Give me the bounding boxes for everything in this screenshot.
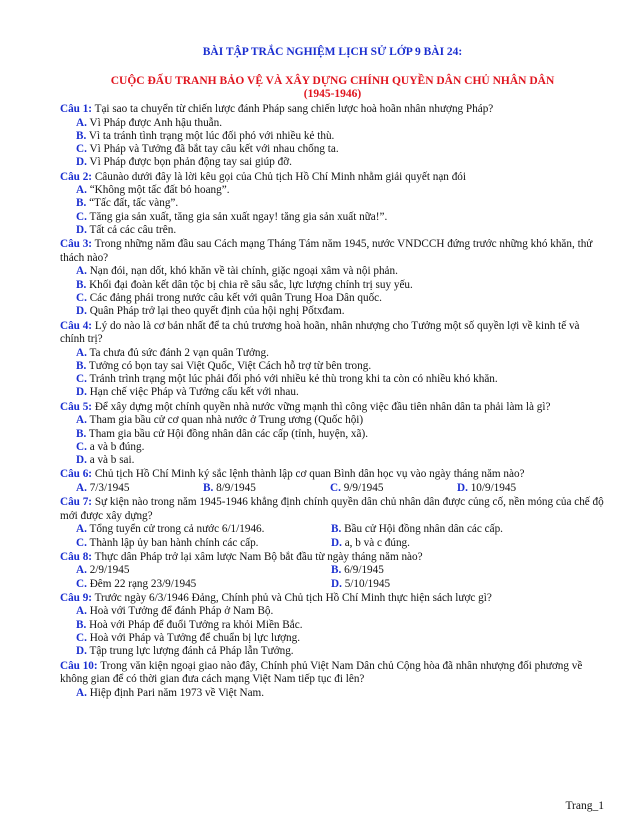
- option-letter: D.: [76, 386, 87, 399]
- question-item: [60, 468, 605, 495]
- option-letter: C.: [76, 536, 87, 549]
- option-text: a, b và c đúng.: [341, 536, 410, 549]
- question-text: Câunào dưới đây là lời kêu gọi của Chủ tịch Hồ Chí Minh nhằm giải quyết nạn đói: [92, 170, 466, 183]
- answer-option: [76, 537, 331, 550]
- answer-option: [60, 265, 605, 278]
- question-item: [60, 238, 605, 318]
- answer-option: [60, 605, 605, 618]
- option-text: 10/9/1945: [467, 481, 517, 494]
- option-cell: [331, 578, 586, 591]
- question-label: Câu 3:: [60, 238, 93, 251]
- option-letter: A.: [76, 686, 87, 699]
- question-label: Câu 9:: [60, 591, 93, 604]
- question-item: [60, 171, 605, 238]
- question-text: Lý do nào là cơ bản nhất để ta chủ trương hoà hoãn, nhân nhượng cho Tưởng một số quyền lợi về kinh tế và chính trị?: [60, 319, 580, 346]
- option-text: Khối đại đoàn kết dân tộc bị chia rẽ sâu sắc, lực lượng chính trị suy yếu.: [86, 278, 413, 291]
- option-letter: C.: [76, 291, 87, 304]
- document-subtitle: [60, 75, 605, 101]
- page-number: Trang_1: [565, 800, 604, 812]
- option-text: Hoà với Pháp và Tưởng để chuẩn bị lực lượng.: [86, 632, 301, 645]
- option-letter: D.: [457, 481, 468, 494]
- option-cell: [76, 537, 331, 550]
- question-stem: [60, 171, 605, 185]
- question-label: Câu 5:: [60, 400, 93, 413]
- option-text: Hạn chế việc Pháp và Tưởng cấu kết với nhau.: [86, 386, 299, 399]
- answer-option: [331, 578, 586, 591]
- option-text: Hoà với Tưởng để đánh Pháp ở Nam Bộ.: [86, 605, 274, 618]
- option-text: a và b sai.: [86, 454, 135, 467]
- answer-option: [76, 578, 331, 591]
- option-text: 6/9/1945: [341, 564, 384, 577]
- question-item: [60, 551, 605, 591]
- answer-option: [203, 482, 330, 495]
- answer-option: [331, 537, 586, 550]
- answer-option: [76, 523, 331, 536]
- option-row: [60, 482, 605, 495]
- option-text: Vì Pháp được Anh hậu thuẫn.: [86, 116, 223, 129]
- option-letter: A.: [76, 481, 87, 494]
- option-text: Vì Pháp và Tưởng đã bắt tay câu kết với nhau chống ta.: [86, 143, 339, 156]
- option-letter: D.: [331, 577, 342, 590]
- answer-option: [60, 386, 605, 399]
- answer-option: [60, 632, 605, 645]
- question-stem: [60, 496, 605, 523]
- option-text: 8/9/1945: [213, 481, 256, 494]
- option-cell: [457, 482, 584, 495]
- answer-option: [331, 523, 586, 536]
- option-cell: [76, 482, 203, 495]
- option-letter: B.: [76, 359, 87, 372]
- question-stem: [60, 103, 605, 117]
- answer-option: [60, 373, 605, 386]
- question-item: [60, 660, 605, 700]
- question-item: [60, 320, 605, 400]
- option-cell: [203, 482, 330, 495]
- question-label: Câu 1:: [60, 103, 93, 115]
- question-stem: [60, 592, 605, 606]
- option-text: Tất cả các câu trên.: [86, 224, 177, 237]
- answer-option: [60, 279, 605, 292]
- option-letter: A.: [76, 265, 87, 278]
- question-text: Tại sao ta chuyển từ chiến lược đánh Pháp sang chiến lược hoà hoãn nhân nhượng Pháp?: [92, 103, 494, 115]
- option-letter: C.: [76, 577, 87, 590]
- option-text: Tham gia bầu cử cơ quan nhà nước ở Trung ương (Quốc hội): [86, 414, 364, 427]
- question-stem: [60, 551, 605, 565]
- option-text: Tránh trình trạng một lúc phải đối phó với nhiều kẻ thù trong khi ta còn có nhiều khó khăn.: [86, 373, 498, 386]
- option-letter: C.: [76, 210, 87, 223]
- option-letter: C.: [76, 440, 87, 453]
- option-letter: B.: [76, 278, 87, 291]
- option-text: Đêm 22 rạng 23/9/1945: [86, 577, 197, 590]
- option-text: “Không một tấc đất bỏ hoang”.: [86, 184, 230, 197]
- option-letter: B.: [331, 523, 342, 536]
- option-text: Tăng gia sản xuất, tăng gia sản xuất ngay! tăng gia sản xuất nữa!”.: [86, 210, 388, 223]
- option-letter: D.: [76, 645, 87, 658]
- option-letter: D.: [76, 156, 87, 169]
- option-text: 9/9/1945: [340, 481, 384, 494]
- question-text: Trước ngày 6/3/1946 Đảng, Chính phủ và Chủ tịch Hồ Chí Minh thực hiện sách lược gì?: [92, 591, 492, 604]
- option-text: Hoà với Pháp để đuổi Tưởng ra khỏi Miền Bắc.: [86, 618, 303, 631]
- option-cell: [76, 578, 331, 591]
- answer-option: [60, 347, 605, 360]
- question-label: Câu 2:: [60, 170, 93, 183]
- option-letter: C.: [76, 373, 87, 386]
- option-letter: C.: [76, 632, 87, 645]
- option-letter: D.: [76, 224, 87, 237]
- option-text: Tập trung lực lượng đánh cả Pháp lẫn Tưởng.: [86, 645, 294, 658]
- option-text: Vì ta tránh tình trạng một lúc đối phó với nhiều kẻ thù.: [86, 129, 335, 142]
- question-label: Câu 6:: [60, 468, 93, 481]
- answer-option: [60, 292, 605, 305]
- option-text: “Tấc đất, tấc vàng”.: [86, 197, 179, 210]
- question-stem: [60, 320, 605, 347]
- option-row: [60, 523, 605, 536]
- question-stem: [60, 238, 605, 265]
- answer-option: [330, 482, 457, 495]
- answer-option: [60, 619, 605, 632]
- option-text: Bầu cử Hội đồng nhân dân các cấp.: [341, 523, 503, 536]
- option-letter: D.: [76, 305, 87, 318]
- option-text: Tham gia bầu cử Hội đồng nhân dân các cấp (tỉnh, huyện, xã).: [86, 427, 368, 440]
- answer-option: [60, 428, 605, 441]
- option-cell: [331, 523, 586, 536]
- subtitle-line-2: (1945-1946): [303, 88, 362, 100]
- question-list: [60, 103, 605, 700]
- option-cell: [330, 482, 457, 495]
- question-label: Câu 10:: [60, 659, 98, 672]
- option-text: Quân Pháp trở lại theo quyết định của hội nghị Pốtxđam.: [86, 305, 345, 318]
- option-letter: B.: [76, 197, 87, 210]
- question-stem: [60, 401, 605, 415]
- question-text: Thực dân Pháp trở lại xâm lược Nam Bộ bắt đầu từ ngày tháng năm nào?: [92, 550, 423, 563]
- option-text: Thành lập ủy ban hành chính các cấp.: [86, 536, 259, 549]
- document-title: BÀI TẬP TRẮC NGHIỆM LỊCH SỬ LỚP 9 BÀI 24:: [202, 46, 463, 58]
- option-text: Các đảng phái trong nước câu kết với quân Trung Hoa Dân quốc.: [86, 291, 382, 304]
- question-label: Câu 4:: [60, 319, 93, 332]
- option-letter: A.: [76, 523, 87, 536]
- question-label: Câu 8:: [60, 550, 93, 563]
- answer-option: [331, 564, 586, 577]
- question-label: Câu 7:: [60, 496, 93, 509]
- question-stem: [60, 468, 605, 482]
- option-row: [60, 537, 605, 550]
- option-cell: [331, 564, 586, 577]
- answer-option: [60, 305, 605, 318]
- question-item: [60, 496, 605, 550]
- answer-option: [60, 414, 605, 427]
- option-text: 7/3/1945: [86, 481, 130, 494]
- option-letter: B.: [76, 618, 87, 631]
- option-letter: B.: [331, 564, 342, 577]
- option-letter: A.: [76, 116, 87, 129]
- option-letter: D.: [331, 536, 342, 549]
- option-cell: [76, 564, 331, 577]
- answer-option: [60, 211, 605, 224]
- option-letter: A.: [76, 414, 87, 427]
- option-letter: A.: [76, 564, 87, 577]
- option-letter: A.: [76, 184, 87, 197]
- question-text: Trong những năm đầu sau Cách mạng Tháng Tám năm 1945, nước VNDCCH đứng trước những khó khăn, thử thách nào?: [60, 238, 593, 264]
- answer-option: [60, 130, 605, 143]
- answer-option: [60, 224, 605, 237]
- option-text: Ta chưa đủ sức đánh 2 vạn quân Tưởng.: [86, 346, 269, 359]
- question-text: Trong văn kiện ngoại giao nào đây, Chính phủ Việt Nam Dân chủ Cộng hòa đã nhân nhượng đối phương về không gian để có thời gian đưa cách mạng Việt Nam tiếp tục đi lên?: [60, 659, 583, 686]
- answer-option: [76, 482, 203, 495]
- answer-option: [60, 360, 605, 373]
- option-letter: B.: [76, 129, 87, 142]
- option-letter: A.: [76, 346, 87, 359]
- question-item: [60, 103, 605, 170]
- option-text: 2/9/1945: [86, 564, 130, 577]
- question-item: [60, 401, 605, 468]
- option-cell: [76, 523, 331, 536]
- answer-option: [60, 184, 605, 197]
- question-text: Để xây dựng một chính quyền nhà nước vững mạnh thì công việc đầu tiên nhân dân ta phải làm là gì?: [92, 400, 551, 413]
- answer-option: [60, 156, 605, 169]
- option-letter: D.: [76, 454, 87, 467]
- question-text: Chủ tịch Hồ Chí Minh ký sắc lệnh thành lập cơ quan Bình dân học vụ vào ngày tháng năm nào?: [92, 468, 525, 481]
- option-letter: A.: [76, 605, 87, 618]
- option-letter: C.: [76, 143, 87, 156]
- option-text: a và b đúng.: [86, 440, 145, 453]
- option-letter: C.: [330, 481, 341, 494]
- subtitle-line-1: CUỘC ĐẤU TRANH BẢO VỆ VÀ XÂY DỰNG CHÍNH QUYỀN DÂN CHỦ NHÂN DÂN: [110, 75, 555, 87]
- answer-option: [457, 482, 584, 495]
- document-page: [60, 40, 605, 701]
- answer-option: [60, 117, 605, 130]
- answer-option: [60, 143, 605, 156]
- option-text: Tưởng có bọn tay sai Việt Quốc, Việt Cách hỗ trợ từ bên trong.: [86, 359, 372, 372]
- answer-option: [60, 454, 605, 467]
- option-text: 5/10/1945: [341, 577, 391, 590]
- answer-option: [76, 564, 331, 577]
- question-stem: [60, 660, 605, 687]
- answer-option: [60, 197, 605, 210]
- option-row: [60, 564, 605, 577]
- question-item: [60, 592, 605, 659]
- option-letter: B.: [76, 427, 87, 440]
- answer-option: [60, 687, 605, 700]
- answer-option: [60, 645, 605, 658]
- question-text: Sự kiện nào trong năm 1945-1946 khẳng định chính quyền dân chủ nhân dân được củng cố, nền móng của chế độ mới được xây dựng?: [60, 496, 604, 522]
- option-cell: [331, 537, 586, 550]
- option-text: Vì Pháp được bọn phản động tay sai giúp đỡ.: [86, 156, 292, 169]
- answer-option: [60, 441, 605, 454]
- option-text: Tổng tuyển cử trong cả nước 6/1/1946.: [86, 523, 265, 536]
- option-text: Nạn đói, nạn dốt, khó khăn về tài chính, giặc ngoại xâm và nội phản.: [86, 265, 398, 278]
- option-text: Hiệp định Pari năm 1973 về Việt Nam.: [86, 686, 265, 699]
- option-row: [60, 578, 605, 591]
- option-letter: B.: [203, 481, 214, 494]
